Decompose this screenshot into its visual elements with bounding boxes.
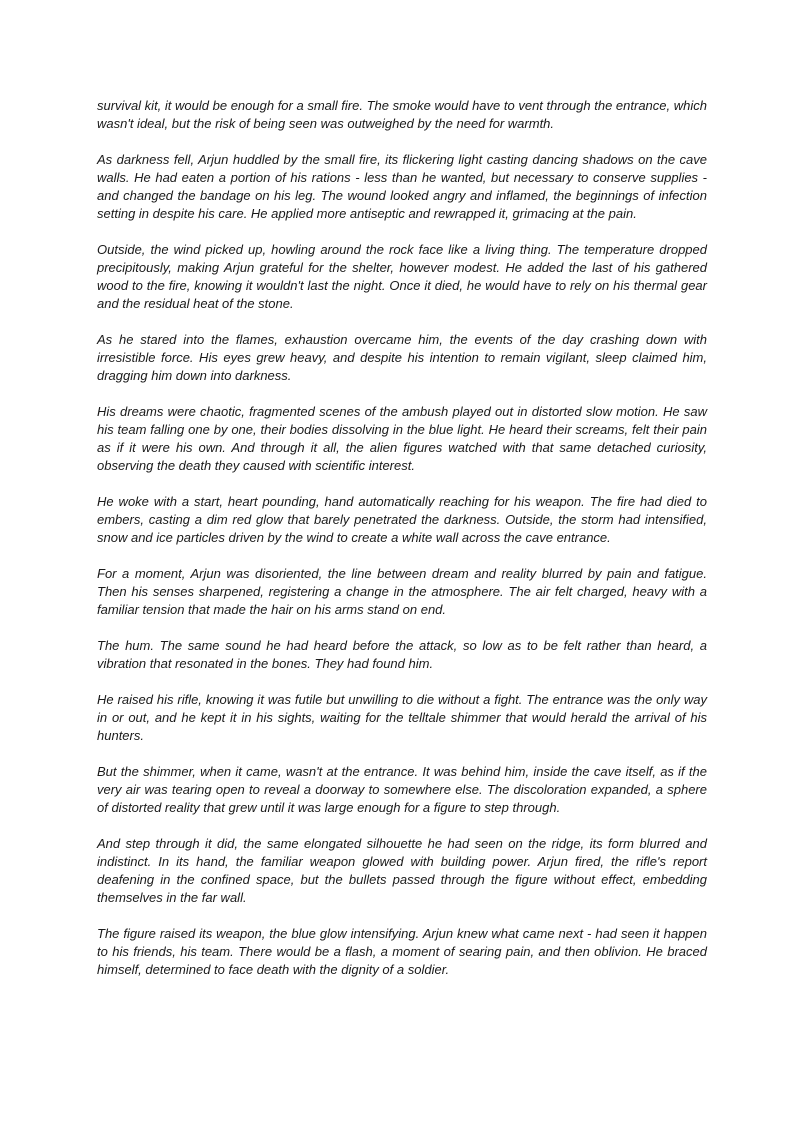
paragraph: His dreams were chaotic, fragmented scenes of the ambush played out in distorted slow motion. He saw his team falling one by one, their bodies dissolving in the blue light. He heard their screams, felt their pain as if it were his own. And through it all, the alien figures watched with that same detached curiosity, observing the death they caused with scientific interest.	[97, 404, 707, 473]
document-page	[97, 97, 707, 997]
paragraph: The hum. The same sound he had heard before the attack, so low as to be felt rather than heard, a vibration that resonated in the bones. They had found him.	[97, 638, 707, 671]
paragraph: And step through it did, the same elongated silhouette he had seen on the ridge, its form blurred and indistinct. In its hand, the familiar weapon glowed with building power. Arjun fired, the rifle's report deafening in the confined space, but the bullets passed through the figure without effect, embedding themselves in the far wall.	[97, 836, 707, 905]
paragraph: But the shimmer, when it came, wasn't at the entrance. It was behind him, inside the cave itself, as if the very air was tearing open to reveal a doorway to somewhere else. The discoloration expanded, a sphere of distorted reality that grew until it was large enough for a figure to step through.	[97, 764, 707, 815]
paragraph: As he stared into the flames, exhaustion overcame him, the events of the day crashing down with irresistible force. His eyes grew heavy, and despite his intention to remain vigilant, sleep claimed him, dragging him down into darkness.	[97, 332, 707, 383]
paragraph: The figure raised its weapon, the blue glow intensifying. Arjun knew what came next - had seen it happen to his friends, his team. There would be a flash, a moment of searing pain, and then oblivion. He braced himself, determined to face death with the dignity of a soldier.	[97, 926, 707, 977]
paragraph: He woke with a start, heart pounding, hand automatically reaching for his weapon. The fire had died to embers, casting a dim red glow that barely penetrated the darkness. Outside, the storm had intensified, snow and ice particles driven by the wind to create a white wall across the cave entrance.	[97, 494, 707, 545]
paragraph: For a moment, Arjun was disoriented, the line between dream and reality blurred by pain and fatigue. Then his senses sharpened, registering a change in the atmosphere. The air felt charged, heavy with a familiar tension that made the hair on his arms stand on end.	[97, 566, 707, 617]
paragraph: He raised his rifle, knowing it was futile but unwilling to die without a fight. The entrance was the only way in or out, and he kept it in his sights, waiting for the telltale shimmer that would herald the arrival of his hunters.	[97, 692, 707, 743]
paragraph: As darkness fell, Arjun huddled by the small fire, its flickering light casting dancing shadows on the cave walls. He had eaten a portion of his rations - less than he wanted, but necessary to conserve supplies - and changed the bandage on his leg. The wound looked angry and inflamed, the beginnings of infection setting in despite his care. He applied more antiseptic and rewrapped it, grimacing at the pain.	[97, 152, 707, 221]
paragraph: survival kit, it would be enough for a small fire. The smoke would have to vent through the entrance, which wasn't ideal, but the risk of being seen was outweighed by the need for warmth.	[97, 98, 707, 131]
paragraph: Outside, the wind picked up, howling around the rock face like a living thing. The temperature dropped precipitously, making Arjun grateful for the shelter, however modest. He added the last of his gathered wood to the fire, knowing it wouldn't last the night. Once it died, he would have to rely on his thermal gear and the residual heat of the stone.	[97, 242, 707, 311]
